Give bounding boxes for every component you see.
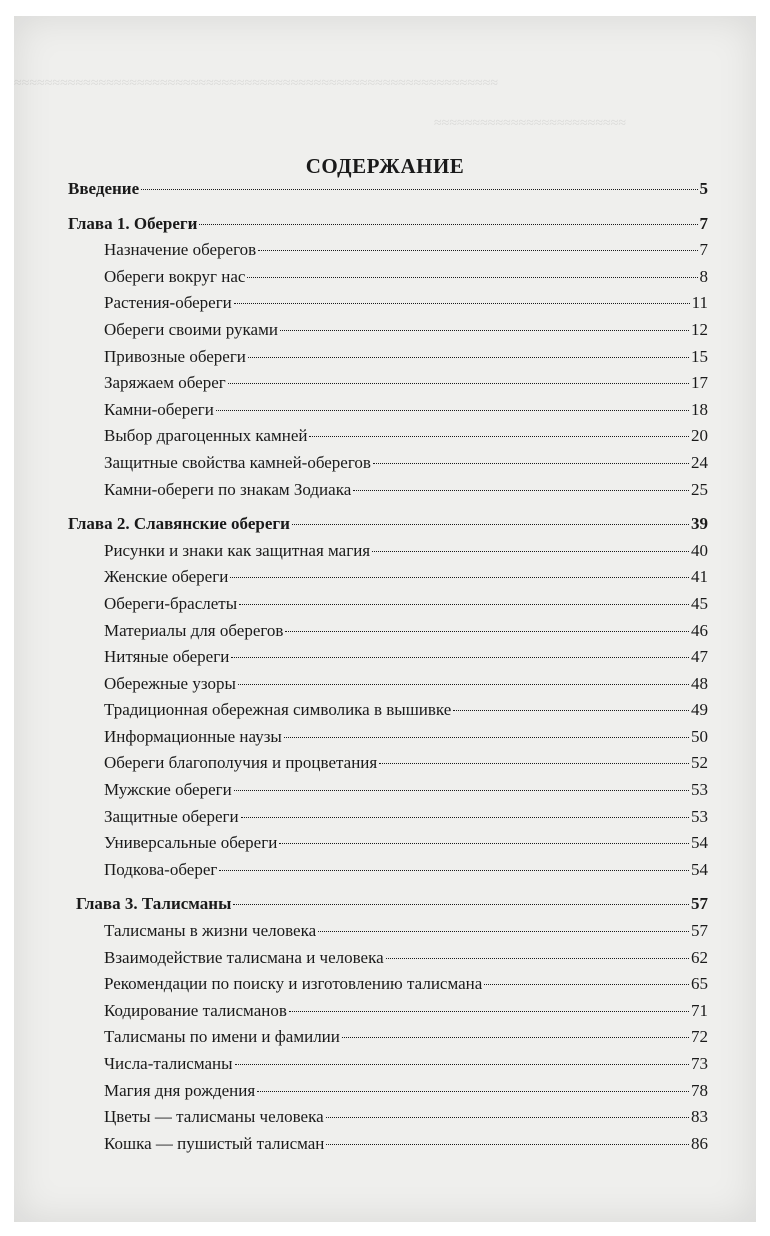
toc-entry-label: Обереги-браслеты (104, 593, 238, 613)
toc-entry-page-number: 54 (691, 859, 708, 879)
dot-leader (216, 410, 689, 411)
toc-entry-page-number: 47 (691, 647, 708, 667)
dot-leader (219, 870, 689, 871)
toc-entry (68, 397, 708, 424)
toc-entry-page-number: 12 (691, 319, 708, 339)
toc-entry (68, 671, 708, 698)
toc-entry-page-number: 57 (691, 894, 708, 914)
toc-entry-label: Женские обереги (104, 567, 229, 587)
dot-leader (372, 551, 689, 552)
dot-leader (292, 524, 689, 525)
toc-entry-page-number: 15 (691, 346, 708, 366)
toc-entry-page-number: 72 (691, 1027, 708, 1047)
toc-entry-page-number: 25 (691, 479, 708, 499)
toc-entry-page-number: 8 (699, 266, 708, 286)
dot-leader (231, 657, 689, 658)
toc-entry (68, 971, 708, 998)
toc-entry (68, 830, 708, 857)
toc-entry (68, 945, 708, 972)
dot-leader (453, 710, 689, 711)
toc-entry (68, 618, 708, 645)
toc-entry-page-number: 24 (691, 452, 708, 472)
toc-entry-label: Цветы — талисманы человека (104, 1107, 324, 1127)
dot-leader (386, 958, 689, 959)
toc-entry (68, 804, 708, 831)
dot-leader (318, 931, 689, 932)
toc-entry (68, 423, 708, 450)
toc-entry-page-number: 57 (691, 921, 708, 941)
toc-entry-page-number: 20 (691, 426, 708, 446)
toc-entry (68, 644, 708, 671)
toc-entry-label: Защитные обереги (104, 806, 239, 826)
dot-leader (484, 984, 689, 985)
dot-leader (279, 843, 689, 844)
dot-leader (289, 1011, 689, 1012)
toc-entry (68, 264, 708, 291)
toc-entry-label: Мужские обереги (104, 780, 232, 800)
toc-entry-label: Взаимодействие талисмана и человека (104, 947, 384, 967)
toc-entry (68, 724, 708, 751)
toc-entry-page-number: 50 (691, 726, 708, 746)
dot-leader (257, 1091, 689, 1092)
dot-leader (241, 817, 689, 818)
toc-entry-page-number: 49 (691, 700, 708, 720)
toc-entry (68, 290, 708, 317)
toc-entry-label: Нитяные обереги (104, 647, 230, 667)
dot-leader (228, 383, 689, 384)
toc-entry-page-number: 65 (691, 974, 708, 994)
toc-entry-label: Традиционная обережная символика в вышивке (104, 700, 452, 720)
toc-entry-page-number: 18 (691, 399, 708, 419)
toc-entry-page-number: 83 (691, 1107, 708, 1127)
dot-leader (309, 436, 689, 437)
toc-entry-label: Подкова-оберег (104, 859, 218, 879)
toc-entry-label: Защитные свойства камней-оберегов (104, 452, 371, 472)
toc-entry-label: Рисунки и знаки как защитная магия (104, 540, 371, 560)
toc-entry-label: Глава 3. Талисманы (76, 894, 232, 914)
toc-entry (68, 750, 708, 777)
toc-entry (68, 591, 708, 618)
toc-entry-page-number: 41 (691, 567, 708, 587)
toc-entry (68, 317, 708, 344)
toc-entry-label: Глава 1. Обереги (68, 213, 198, 233)
toc-entry (68, 697, 708, 724)
dot-leader (353, 490, 689, 491)
toc-entry-label: Обереги вокруг нас (104, 266, 246, 286)
dot-leader (235, 1064, 689, 1065)
dot-leader (239, 604, 689, 605)
toc-entry-label: Талисманы в жизни человека (104, 921, 317, 941)
toc-entry-label: Заряжаем оберег (104, 373, 226, 393)
toc-entry-page-number: 39 (691, 514, 708, 534)
toc-entry-label: Информационные наузы (104, 726, 282, 746)
dot-leader (373, 463, 689, 464)
dot-leader (258, 250, 697, 251)
toc-entry-page-number: 46 (691, 620, 708, 640)
toc-entry-label: Материалы для оберегов (104, 620, 284, 640)
toc-entry-page-number: 71 (691, 1000, 708, 1020)
toc-entry-page-number: 86 (691, 1133, 708, 1153)
bleed-through-texture: ≈≈≈≈≈≈≈≈≈≈≈≈≈≈≈≈≈≈≈≈≈≈≈≈≈ (434, 116, 627, 131)
toc-entry-label: Назначение оберегов (104, 240, 257, 260)
page-title: СОДЕРЖАНИЕ (305, 154, 465, 179)
toc-chapter (68, 891, 708, 918)
toc-chapter (68, 211, 708, 238)
toc-entry-label: Глава 2. Славянские обереги (68, 514, 290, 534)
toc-entry-label: Обережные узоры (104, 673, 236, 693)
bleed-through-texture: ≈≈≈≈≈≈≈≈≈≈≈≈≈≈≈≈≈≈≈≈≈≈≈≈≈≈≈≈≈≈≈≈≈≈≈≈≈≈≈≈≈≈≈≈≈≈≈≈≈≈≈≈≈≈≈≈≈≈≈≈≈≈≈ (14, 76, 499, 91)
dot-leader (280, 330, 689, 331)
dot-leader (248, 357, 689, 358)
toc-entry (68, 370, 708, 397)
dot-leader (285, 631, 689, 632)
toc-entry (68, 1024, 708, 1051)
toc-entry-page-number: 5 (699, 179, 708, 198)
toc-entry-page-number: 11 (691, 293, 708, 313)
toc-entry (68, 1104, 708, 1131)
dot-leader (284, 737, 689, 738)
toc-entry (68, 998, 708, 1025)
dot-leader (326, 1117, 689, 1118)
dot-leader (234, 790, 689, 791)
dot-leader (233, 904, 689, 905)
toc-entry-label: Универсальные обереги (104, 833, 278, 853)
toc-entry-page-number: 17 (691, 373, 708, 393)
toc-chapter (68, 511, 708, 538)
toc-entry (68, 450, 708, 477)
toc-entry-page-number: 52 (691, 753, 708, 773)
toc-entry-label: Рекомендации по поиску и изготовлению талисмана (104, 974, 483, 994)
toc-entry (68, 777, 708, 804)
dot-leader (230, 577, 689, 578)
toc-entry-label: Камни-обереги (104, 399, 214, 419)
toc-entry (68, 564, 708, 591)
dot-leader (247, 277, 697, 278)
toc-entry-page-number: 53 (691, 806, 708, 826)
toc-entry-page-number: 73 (691, 1054, 708, 1073)
toc-entry-label: Введение (68, 179, 140, 198)
toc-entry-label: Обереги благополучия и процветания (104, 753, 378, 773)
toc-entry (68, 477, 708, 504)
dot-leader (234, 303, 690, 304)
toc-entry-label: Растения-обереги (104, 293, 232, 313)
toc-entry-page-number: 40 (691, 540, 708, 560)
toc-entry-page-number: 53 (691, 780, 708, 800)
toc-entry (68, 857, 708, 884)
toc-entry-page-number: 7 (699, 213, 708, 233)
toc-entry (68, 344, 708, 371)
toc-entry-page-number: 54 (691, 833, 708, 853)
dot-leader (199, 224, 697, 225)
toc-entry-page-number: 62 (691, 947, 708, 967)
table-of-contents (68, 176, 708, 1157)
toc-entry (68, 1131, 708, 1158)
toc-entry (68, 538, 708, 565)
toc-entry-label: Талисманы по имени и фамилии (104, 1027, 340, 1047)
toc-entry-label: Выбор драгоценных камней (104, 426, 308, 446)
toc-entry-page-number: 78 (691, 1080, 708, 1100)
toc-chapter (68, 176, 708, 203)
toc-entry (68, 1051, 708, 1078)
toc-entry (68, 1078, 708, 1105)
toc-entry-label: Кошка — пушистый талисман (104, 1133, 325, 1153)
toc-entry-page-number: 48 (691, 673, 708, 693)
dot-leader (379, 763, 689, 764)
toc-entry-page-number: 7 (699, 240, 708, 260)
toc-entry-label: Числа-талисманы (104, 1054, 233, 1073)
book-page (14, 16, 756, 1222)
toc-entry-label: Обереги своими руками (104, 319, 278, 339)
toc-entry-page-number: 45 (691, 593, 708, 613)
toc-entry (68, 918, 708, 945)
dot-leader (238, 684, 689, 685)
toc-entry (68, 237, 708, 264)
dot-leader (326, 1144, 689, 1145)
toc-entry-label: Кодирование талисманов (104, 1000, 287, 1020)
toc-entry-label: Магия дня рождения (104, 1080, 256, 1100)
dot-leader (141, 189, 697, 190)
toc-entry-label: Камни-обереги по знакам Зодиака (104, 479, 352, 499)
toc-entry-label: Привозные обереги (104, 346, 246, 366)
dot-leader (342, 1037, 689, 1038)
